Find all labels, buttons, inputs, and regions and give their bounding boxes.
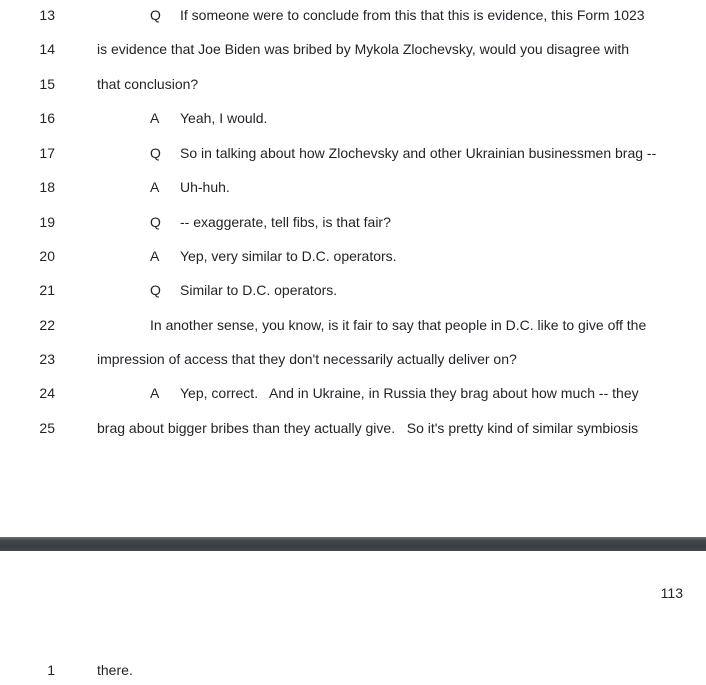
transcript-line: [0, 384, 706, 404]
line-number: 23: [39, 351, 55, 367]
line-text: is evidence that Joe Biden was bribed by Mykola Zlochevsky, would you disagree with: [97, 41, 630, 57]
speaker-label: A: [150, 110, 160, 126]
transcript-line: [0, 40, 706, 60]
line-text: So in talking about how Zlochevsky and other Ukrainian businessmen brag --: [180, 145, 657, 161]
transcript-line: [0, 178, 706, 198]
line-number: 18: [39, 179, 55, 195]
transcript-line: [0, 281, 706, 301]
speaker-label: Q: [150, 282, 161, 298]
line-text: impression of access that they don't necessarily actually deliver on?: [97, 351, 517, 367]
speaker-label: Q: [150, 145, 161, 161]
line-text: Yep, very similar to D.C. operators.: [180, 248, 397, 264]
line-number: 22: [39, 317, 55, 333]
line-text: In another sense, you know, is it fair to say that people in D.C. like to give off the: [150, 317, 647, 333]
transcript-line: [0, 6, 706, 26]
speaker-label: Q: [150, 7, 161, 23]
line-number: 17: [39, 145, 55, 161]
transcript-line: [0, 247, 706, 267]
line-text: Similar to D.C. operators.: [180, 282, 338, 298]
line-number: 13: [39, 7, 55, 23]
line-text: that conclusion?: [97, 76, 199, 92]
transcript-line: [0, 661, 706, 681]
line-number: 21: [39, 282, 55, 298]
page-number: 113: [660, 585, 683, 601]
line-number: 15: [39, 76, 55, 92]
transcript-line: [0, 419, 706, 439]
line-text: If someone were to conclude from this that this is evidence, this Form 1023: [180, 7, 645, 23]
line-number: 14: [39, 41, 55, 57]
transcript-line: [0, 316, 706, 336]
speaker-label: Q: [150, 214, 161, 230]
speaker-label: A: [150, 179, 160, 195]
line-number: 1: [47, 662, 55, 678]
transcript-line: [0, 213, 706, 233]
transcript-line: [0, 144, 706, 164]
page-break-bar: [0, 537, 706, 551]
transcript-line: [0, 109, 706, 129]
line-text: there.: [97, 662, 133, 678]
line-number: 25: [39, 420, 55, 436]
line-text: brag about bigger bribes than they actually give. So it's pretty kind of similar symbiosis: [97, 420, 639, 436]
line-text: -- exaggerate, tell fibs, is that fair?: [180, 214, 391, 230]
speaker-label: A: [150, 385, 160, 401]
line-text: Uh-huh.: [180, 179, 230, 195]
line-text: Yep, correct. And in Ukraine, in Russia they brag about how much -- they: [180, 385, 639, 401]
line-text: Yeah, I would.: [180, 110, 268, 126]
transcript-line: [0, 350, 706, 370]
speaker-label: A: [150, 248, 160, 264]
transcript-line: [0, 75, 706, 95]
line-number: 16: [39, 110, 55, 126]
line-number: 19: [39, 214, 55, 230]
line-number: 20: [39, 248, 55, 264]
line-number: 24: [39, 385, 55, 401]
